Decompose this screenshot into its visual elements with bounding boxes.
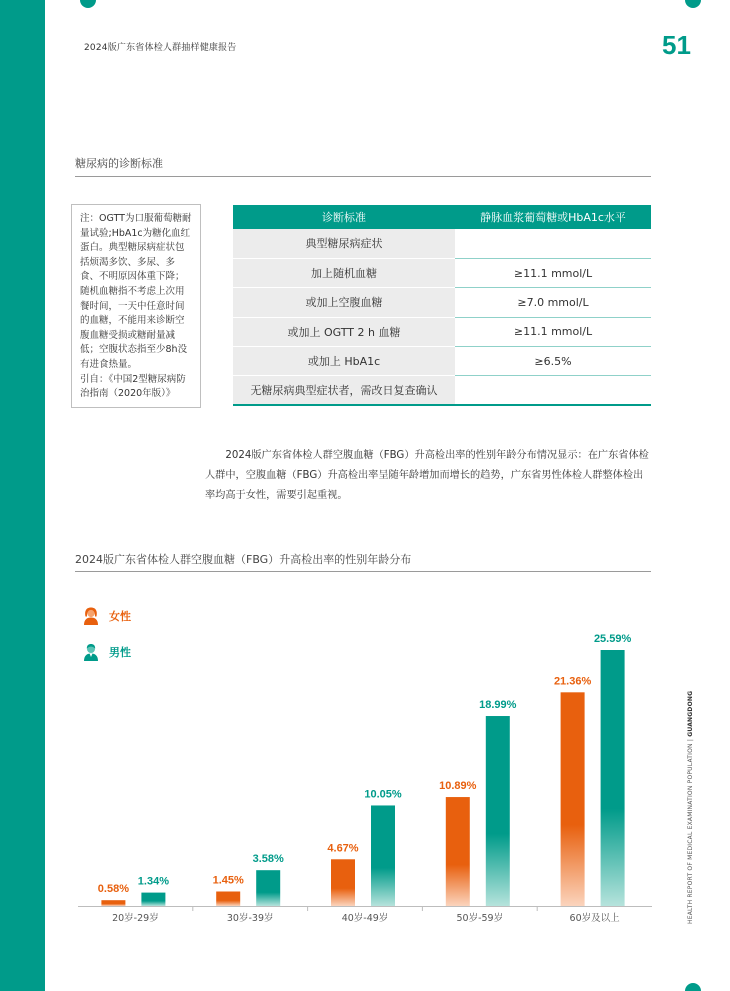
- table-cell-level: ≥6.5%: [455, 347, 651, 376]
- bar-male: [486, 716, 510, 906]
- x-tick-label: 30岁-39岁: [226, 913, 274, 924]
- x-tick-label: 60岁及以上: [569, 913, 620, 924]
- bar-male: [141, 893, 165, 906]
- side-caption-region: GUANGDONG: [687, 690, 694, 737]
- data-label: 1.45%: [212, 874, 244, 887]
- table-cell-criterion: 或加上空腹血糖: [233, 288, 455, 317]
- bar-female: [331, 859, 355, 906]
- table-cell-criterion: 典型糖尿病症状: [233, 229, 455, 258]
- diagnosis-section-title: 糖尿病的诊断标准: [75, 157, 163, 170]
- bar-male: [371, 805, 395, 906]
- bar-female: [446, 797, 470, 906]
- side-caption-text: HEALTH REPORT OF MEDICAL EXAMINATION POPULATION: [687, 743, 694, 924]
- note-citation: 引自：《中国2型糖尿病防治指南（2020年版）》: [80, 373, 186, 400]
- table-cell-criterion: 或加上 HbA1c: [233, 347, 455, 376]
- bar-female: [216, 891, 240, 906]
- data-label: 21.36%: [553, 675, 592, 688]
- note-text: 注：OGTT为口服葡萄糖耐量试验;HbA1c为糖化血红蛋白。典型糖尿病症状包括烦渴多饮、多尿、多食、不明原因体重下降；随机血糖指不考虑上次用餐时间，一天中任意时间的血糖，不能用来诊断空腹血糖受损或糖耐量减低；空腹状态指至少8h没有进食热量。: [80, 213, 192, 370]
- report-title: 2024版广东省体检人群抽样健康报告: [84, 43, 237, 53]
- data-label: 3.58%: [252, 853, 284, 866]
- table-cell-level: ≥11.1 mmol/L: [455, 317, 651, 346]
- table-cell-level: ≥7.0 mmol/L: [455, 288, 651, 317]
- side-caption: [687, 691, 694, 924]
- summary-paragraph: 2024版广东省体检人群空腹血糖（FBG）升高检出率的性别年龄分布情况显示：在广东省体检人群中，空腹血糖（FBG）升高检出率呈随年龄增加而增长的趋势，广东省男性体检人群整体检出率均高于女性，需要引起重视。: [205, 450, 649, 501]
- chart-section-title: 2024版广东省体检人群空腹血糖（FBG）升高检出率的性别年龄分布: [75, 553, 412, 566]
- x-tick-label: 40岁-49岁: [341, 913, 389, 924]
- data-label: 10.89%: [439, 780, 477, 793]
- table-cell-level: ≥11.1 mmol/L: [455, 258, 651, 287]
- legend-label: 女性: [109, 610, 131, 623]
- data-label: 10.05%: [364, 788, 402, 801]
- bar-male: [601, 650, 625, 906]
- table-cell-criterion: 无糖尿病典型症状者，需改日复查确认: [233, 376, 455, 405]
- x-tick-label: 50岁-59岁: [456, 913, 504, 924]
- table-header-cell: 诊断标准: [233, 205, 455, 229]
- page-number: 51: [662, 30, 691, 60]
- data-label: 0.58%: [97, 883, 130, 896]
- x-tick-label: 20岁-29岁: [112, 913, 159, 924]
- bar-female: [561, 692, 585, 906]
- side-caption-separator: |: [687, 738, 694, 742]
- bar-male: [256, 870, 280, 906]
- data-label: 25.59%: [593, 633, 632, 645]
- table-header-cell: 静脉血浆葡萄糖或HbA1c水平: [455, 205, 651, 229]
- bar-female: [101, 900, 125, 906]
- table-cell-criterion: 或加上 OGTT 2 h 血糖: [233, 317, 455, 346]
- legend-label: 男性: [109, 646, 131, 659]
- table-cell-criterion: 加上随机血糖: [233, 258, 455, 287]
- data-label: 18.99%: [479, 699, 517, 712]
- data-label: 4.67%: [327, 842, 359, 855]
- data-label: 1.34%: [137, 875, 170, 888]
